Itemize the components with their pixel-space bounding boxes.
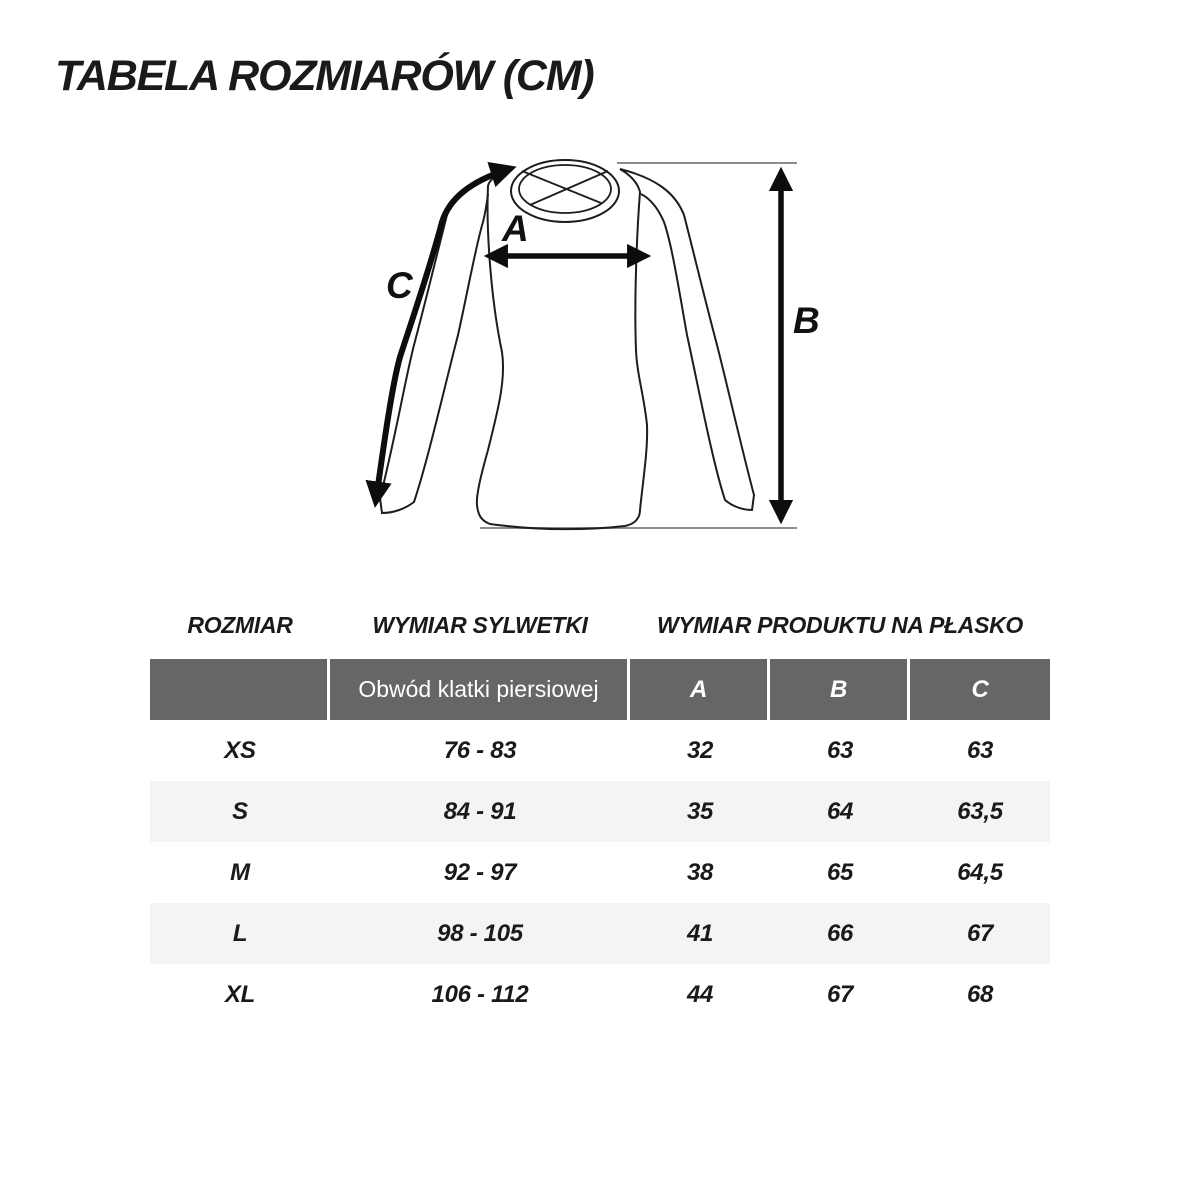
header-cell-a: A	[630, 659, 770, 720]
a-cell: 41	[686, 919, 714, 947]
size-cell: M	[230, 858, 250, 886]
c-cell: 68	[966, 980, 994, 1008]
group-header-rozmiar: ROZMIAR	[187, 612, 293, 638]
group-header-wymiar-sylwetki: WYMIAR SYLWETKI	[372, 612, 588, 638]
b-cell: 66	[826, 919, 854, 947]
b-cell: 63	[826, 736, 854, 764]
table-row-xs	[150, 720, 1050, 781]
size-cell: L	[232, 919, 248, 947]
header-cell-empty	[150, 659, 330, 720]
c-cell: 63,5	[957, 797, 1003, 825]
group-header-wymiar-produktu: WYMIAR PRODUKTU NA PŁASKO	[656, 612, 1024, 638]
c-cell: 64,5	[957, 858, 1003, 886]
a-cell: 44	[686, 980, 714, 1008]
label-b: B	[793, 300, 820, 341]
chest-cell: 84 - 91	[443, 797, 517, 825]
table-row-m	[150, 842, 1050, 903]
a-cell: 32	[686, 736, 714, 764]
table-group-headers	[150, 612, 1050, 639]
a-cell: 38	[686, 858, 714, 886]
b-cell: 67	[826, 980, 854, 1008]
c-cell: 67	[966, 919, 994, 947]
table-row-xl	[150, 964, 1050, 1025]
garment-right-sleeve	[620, 169, 754, 510]
size-cell: S	[232, 797, 248, 825]
header-cell-b: B	[770, 659, 910, 720]
size-cell: XL	[224, 980, 256, 1008]
chest-cell: 92 - 97	[443, 858, 517, 886]
header-cell-c: C	[910, 659, 1050, 720]
label-c: C	[386, 265, 413, 306]
size-cell: XS	[224, 736, 256, 764]
c-cell: 63	[966, 736, 994, 764]
label-a: A	[502, 208, 529, 249]
table-header-row	[150, 659, 1050, 720]
table-row-l	[150, 903, 1050, 964]
chest-cell: 98 - 105	[437, 919, 523, 947]
table-row-s	[150, 781, 1050, 842]
page-title: TABELA ROZMIARÓW (CM)	[55, 52, 594, 100]
size-table	[150, 659, 1050, 1025]
garment-diagram	[350, 140, 820, 600]
b-cell: 64	[826, 797, 854, 825]
b-cell: 65	[826, 858, 854, 886]
chest-cell: 76 - 83	[443, 736, 517, 764]
header-cell-chest: Obwód klatki piersiowej	[330, 659, 630, 720]
a-cell: 35	[686, 797, 714, 825]
measure-arrow-c	[376, 169, 509, 500]
chest-cell: 106 - 112	[431, 980, 529, 1008]
